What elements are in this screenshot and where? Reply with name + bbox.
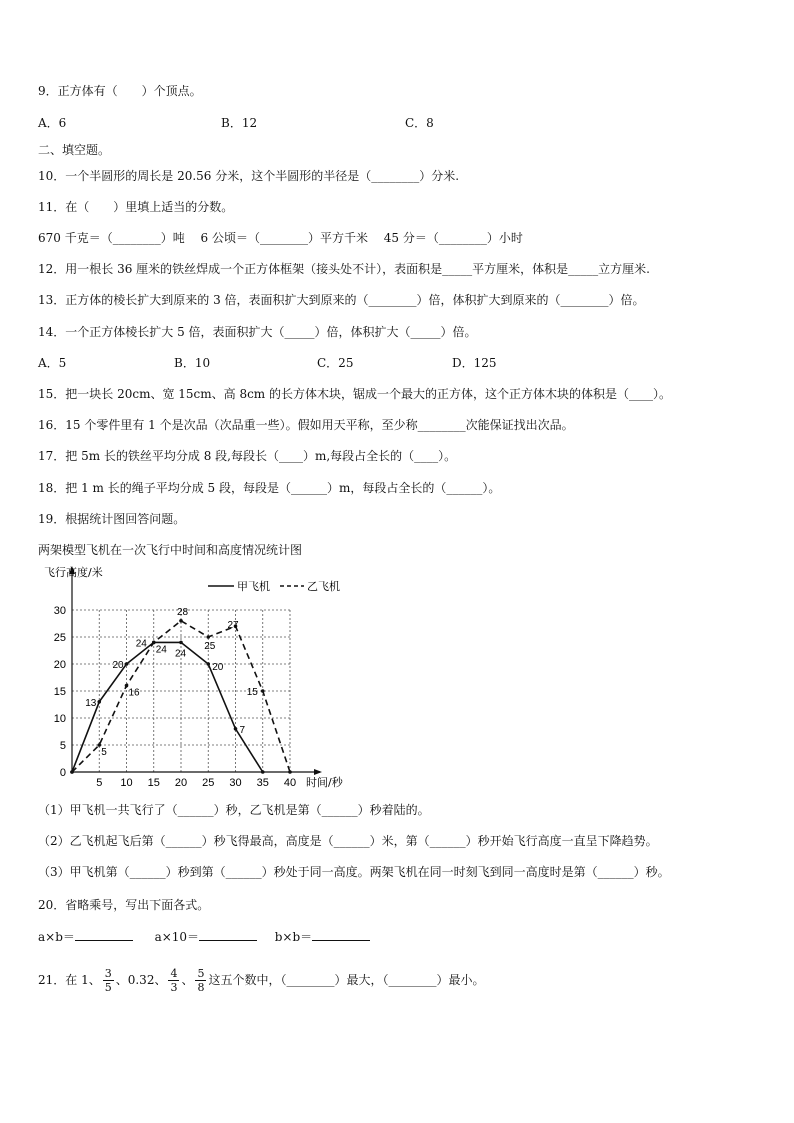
origin-label: 0 — [59, 767, 66, 779]
legend-label: 乙飞机 — [307, 580, 340, 593]
data-point — [206, 635, 210, 639]
fraction-3-5: $\frac{3}{5}$ — [104, 967, 112, 994]
q12: 12．用一根长 36 厘米的铁丝焊成一个正方体框架（接头处不计），表面积是_____平方厘米，体积是_____立方厘米. — [38, 262, 650, 276]
q14-option-c: C．25 — [317, 356, 354, 370]
data-point — [125, 662, 129, 666]
data-label: 20 — [112, 660, 124, 671]
fraction-5-8: $\frac{5}{8}$ — [197, 967, 205, 994]
y-tick-label: 5 — [59, 740, 66, 752]
data-point — [179, 641, 183, 645]
x-tick-label: 30 — [229, 777, 242, 789]
chart-title: 两架模型飞机在一次飞行中时间和高度情况统计图 — [38, 543, 303, 557]
q21 — [38, 962, 485, 998]
q21-prefix: 21．在 1、 — [38, 973, 101, 987]
q13: 13．正方体的棱长扩大到原来的 3 倍，表面积扩大到原来的（________）倍，体积扩大到原来的（________）倍。 — [38, 293, 645, 307]
q19-stem: 19．根据统计图回答问题。 — [38, 512, 186, 526]
y-tick-label: 30 — [53, 605, 66, 617]
data-point — [261, 770, 265, 774]
data-point — [70, 770, 74, 774]
q11-line: 670 千克＝（________）吨 6 公顷＝（________）平方千米 45 分＝（________）小时 — [38, 231, 523, 245]
q18: 18．把 1 m 长的绳子平均分成 5 段，每段是（______）m，每段占全长的（______）。 — [38, 481, 501, 495]
data-point — [234, 727, 238, 731]
answer-blank — [199, 928, 257, 941]
x-tick-label: 25 — [202, 777, 215, 789]
q21-suffix: 这五个数中，（________）最大，（________）最小。 — [208, 973, 485, 987]
data-label: 28 — [177, 606, 189, 618]
section-fill-in-heading: 二、填空题。 — [38, 143, 111, 157]
q19-sub2: （2）乙飞机起飞后第（______）秒飞得最高，高度是（______）米，第（______）秒开始飞行高度一直呈下降趋势。 — [38, 834, 658, 848]
x-tick-label: 10 — [120, 777, 133, 789]
x-tick-label: 15 — [147, 777, 160, 789]
q16: 16．15 个零件里有 1 个是次品（次品重一些）。假如用天平称，至少称________次能保证找出次品。 — [38, 418, 574, 432]
q14-stem: 14．一个正方体棱长扩大 5 倍，表面积扩大（_____）倍，体积扩大（_____）倍。 — [38, 325, 477, 339]
y-axis-title: 飞行高度/米 — [44, 566, 103, 579]
data-point — [261, 689, 265, 693]
x-axis-title: 时间/秒 — [306, 776, 343, 789]
data-label: 27 — [227, 620, 239, 632]
q10: 10．一个半圆形的周长是 20.56 分米，这个半圆形的半径是（________）分米. — [38, 169, 460, 183]
q20-item-3: b×b＝ — [274, 930, 313, 944]
data-point — [288, 770, 292, 774]
q20-item-2: a×10＝ — [154, 930, 200, 944]
data-label: 16 — [128, 687, 140, 699]
x-tick-label: 40 — [283, 777, 297, 789]
y-tick-label: 25 — [53, 632, 66, 644]
q19-sub1: （1）甲飞机一共飞行了（______）秒，乙飞机是第（______）秒着陆的。 — [38, 803, 430, 817]
data-label: 20 — [212, 662, 224, 673]
q14-option-a: A．5 — [38, 356, 67, 370]
q11-stem: 11．在（ ）里填上适当的分数。 — [38, 200, 234, 214]
q20-stem: 20．省略乘号，写出下面各式。 — [38, 898, 210, 912]
y-tick-label: 20 — [53, 659, 66, 671]
data-label: 24 — [135, 638, 147, 650]
data-label: 13 — [85, 697, 97, 709]
data-label: 7 — [239, 724, 246, 736]
q20-items — [38, 928, 370, 945]
data-point — [179, 619, 183, 623]
q9-option-b: B．12 — [221, 116, 258, 130]
q15: 15．把一块长 20cm、宽 15cm、高 8cm 的长方体木块，锯成一个最大的正方体，这个正方体木块的体积是（____）。 — [38, 387, 672, 401]
x-tick-label: 5 — [96, 777, 103, 789]
q9-stem: 9．正方体有（ ）个顶点。 — [38, 84, 202, 98]
answer-blank — [75, 928, 133, 941]
data-point — [206, 662, 210, 666]
q21-mid1: 、0.32、 — [115, 973, 167, 987]
q20-item-1: a×b＝ — [38, 930, 75, 944]
data-label: 15 — [246, 687, 258, 698]
q17: 17．把 5m 长的铁丝平均分成 8 段,每段长（____）m,每段占全长的（____）。 — [38, 449, 457, 463]
legend-label: 甲飞机 — [237, 580, 270, 593]
data-label: 24 — [155, 644, 167, 656]
q9-option-c: C．8 — [405, 116, 434, 130]
answer-blank — [312, 928, 370, 941]
x-tick-label: 20 — [174, 777, 188, 789]
line-chart — [30, 560, 360, 790]
data-label: 24 — [175, 648, 187, 660]
x-axis-arrow — [314, 769, 322, 775]
x-tick-label: 35 — [256, 777, 269, 789]
q19-sub3: （3）甲飞机第（______）秒到第（______）秒处于同一高度。两架飞机在同一时刻飞到同一高度时是第（______）秒。 — [38, 865, 670, 879]
fraction-4-3: $\frac{4}{3}$ — [170, 967, 178, 994]
data-label: 5 — [101, 747, 107, 758]
y-tick-label: 10 — [53, 713, 66, 725]
data-label: 25 — [204, 641, 216, 652]
q14-option-b: B．10 — [174, 356, 211, 370]
q14-option-d: D．125 — [452, 356, 497, 370]
data-point — [97, 700, 101, 704]
y-tick-label: 15 — [53, 686, 66, 698]
q9-option-a: A．6 — [38, 116, 67, 130]
q21-mid2: 、 — [181, 973, 194, 987]
